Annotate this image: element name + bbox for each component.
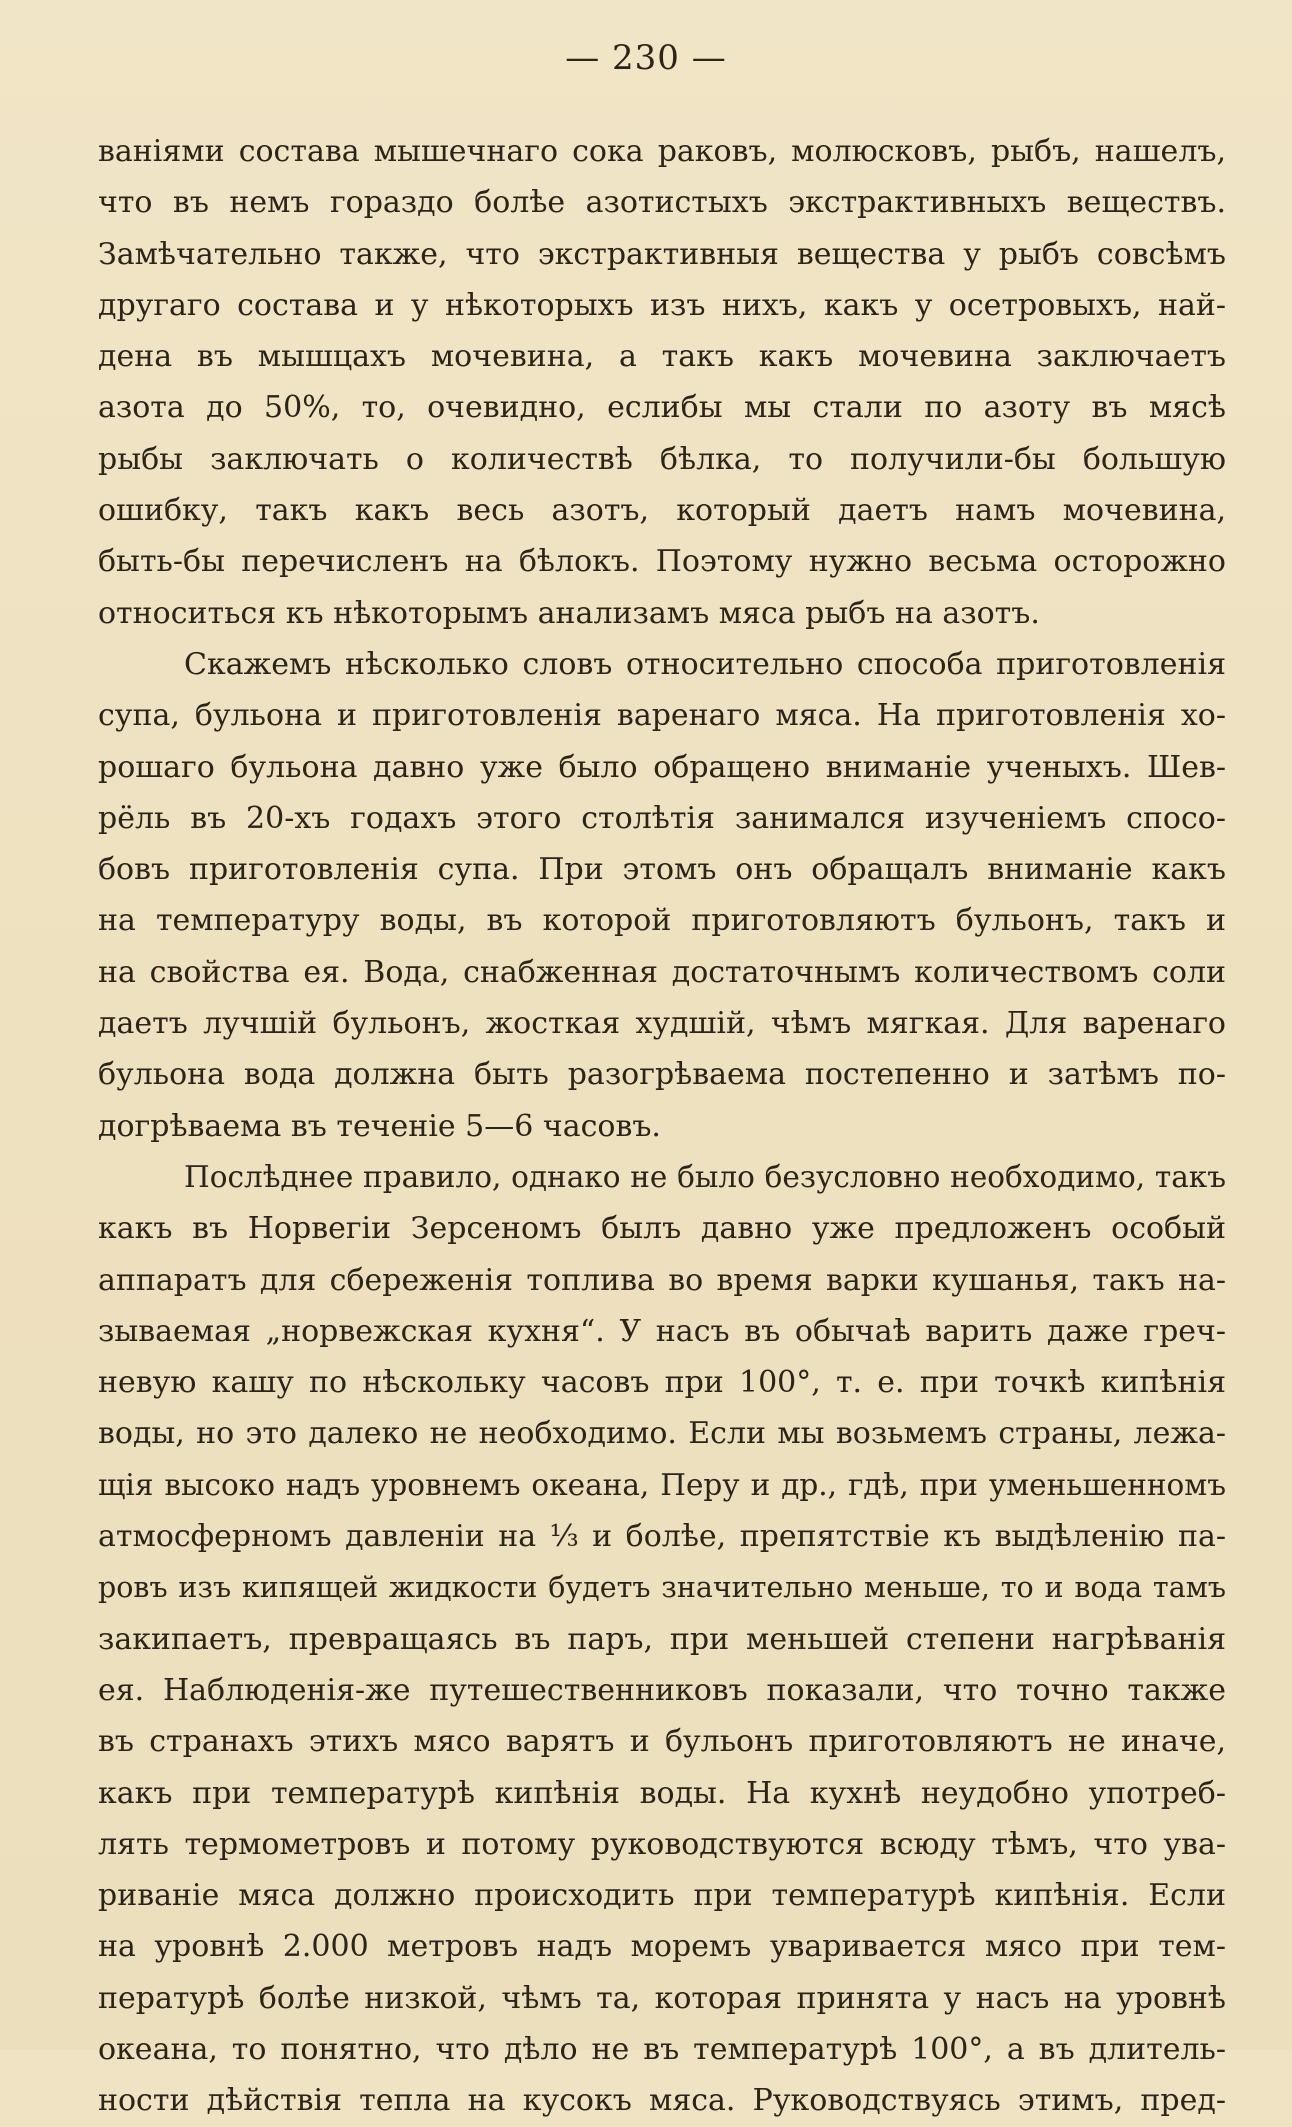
text-line: какъ въ Норвегіи Зерсеномъ былъ давно уже предложенъ особый (98, 1211, 1226, 1247)
text-line: какъ при температурѣ кипѣнія воды. На кухнѣ неудобно употреб- (98, 1775, 1226, 1811)
body-text (98, 126, 1226, 2127)
text-line: супа, бульона и приготовленія варенаго мяса. На приготовленія хо- (98, 698, 1226, 734)
text-line: дена въ мышцахъ мочевина, а такъ какъ мочевина заключаетъ (98, 339, 1226, 375)
text-line: на уровнѣ 2.000 метровъ надъ моремъ увариваетcя мясо при тем- (98, 1929, 1226, 1965)
text-line: рёль въ 20-хъ годахъ этого столѣтія занимался изученіемъ спосо- (98, 800, 1226, 836)
text-line: лять термометровъ и потому руководствуются всюду тѣмъ, что ува- (98, 1826, 1226, 1862)
text-line: пературѣ болѣе низкой, чѣмъ та, которая принята у насъ на уровнѣ (98, 1980, 1226, 2016)
text-line: Скажемъ нѣсколько словъ относительно способа приготовленія (184, 646, 1226, 682)
text-line: воды, но это далеко не необходимо. Если мы возьмемъ страны, лежа- (98, 1416, 1226, 1452)
text-line: ваніями состава мышечнаго сока раковъ, молюсковъ, рыбъ, нашелъ, (98, 134, 1226, 169)
text-line: азота до 50%, то, очевидно, еслибы мы стали по азоту въ мясѣ (98, 390, 1226, 426)
text-line: аппаратъ для сбереженія топлива во время варки кушанья, такъ на- (98, 1262, 1226, 1298)
text-line: что въ немъ гораздо болѣе азотистыхъ экстрактивныхъ веществъ. (98, 185, 1226, 221)
text-line: закипаетъ, превращаясь въ паръ, при меньшей степени нагрѣванія (98, 1621, 1226, 1657)
text-line: ея. Наблюденія-же путешественниковъ показали, что точно также (98, 1672, 1226, 1708)
text-line: бовъ приготовленія супа. При этомъ онъ обращалъ вниманіе какъ (98, 852, 1226, 888)
text-line: риваніе мяса должно происходить при температурѣ кипѣнія. Если (98, 1878, 1226, 1914)
text-line: догрѣваема въ теченіе 5—6 часовъ. (98, 1108, 661, 1144)
text-line: зываемая „норвежская кухня“. У насъ въ обычаѣ варить даже греч- (98, 1313, 1226, 1349)
text-line: невую кашу по нѣскольку часовъ при 100°, т. е. при точкѣ кипѣнія (98, 1365, 1226, 1401)
text-line: рыбы заключать о количествѣ бѣлка, то получили-бы большую (98, 441, 1226, 477)
text-line: бульона вода должна быть разогрѣваема постепенно и затѣмъ по- (98, 1057, 1226, 1093)
text-line: быть-бы перечисленъ на бѣлокъ. Поэтому нужно весьма осторожно (98, 544, 1226, 580)
text-line: рошаго бульона давно уже было обращено вниманіе ученыхъ. Шев- (98, 749, 1226, 785)
page-number: — 230 — (565, 38, 727, 78)
text-line: Послѣднее правило, однако не было безусловно необходимо, такъ (184, 1159, 1226, 1194)
text-line: относиться къ нѣкоторымъ анализамъ мяса рыбъ на азотъ. (98, 595, 1040, 631)
text-line: ошибку, такъ какъ весь азотъ, который даетъ намъ мочевина, (98, 493, 1226, 529)
text-line: въ странахъ этихъ мясо варятъ и бульонъ приготовляютъ не иначе, (98, 1724, 1226, 1760)
text-line: другаго состава и у нѣкоторыхъ изъ нихъ, какъ у осетровыхъ, най- (98, 287, 1226, 323)
text-line: океана, то понятно, что дѣло не въ температурѣ 100°, а въ длитель- (98, 2031, 1226, 2067)
text-line: щія высоко надъ уровнемъ океана, Перу и др., гдѣ, при уменьшенномъ (98, 1467, 1226, 1502)
text-line: на температуру воды, въ которой приготовляютъ бульонъ, такъ и (98, 903, 1226, 939)
text-line: ности дѣйствія тепла на кусокъ мяса. Руководствуясь этимъ, пред- (98, 2083, 1226, 2119)
text-line: даетъ лучшій бульонъ, жосткая худшій, чѣмъ мягкая. Для варенаго (98, 1006, 1226, 1042)
text-line: атмосферномъ давленіи на ⅓ и болѣе, препятствіе къ выдѣленію па- (98, 1519, 1226, 1555)
text-line: Замѣчательно также, что экстрактивныя вещества у рыбъ совсѣмъ (98, 236, 1226, 272)
text-line: ровъ изъ кипящей жидкости будетъ значительно меньше, то и вода тамъ (98, 1571, 1226, 1605)
text-line: на свойства ея. Вода, снабженная достаточнымъ количествомъ соли (98, 954, 1226, 990)
